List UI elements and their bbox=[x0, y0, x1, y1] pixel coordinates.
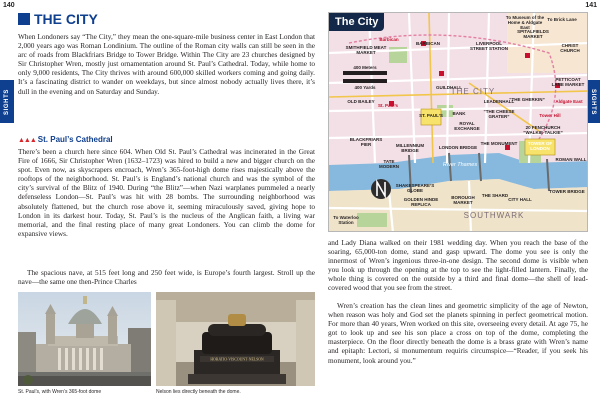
map-label-millennium: MILLENNIUM BRIDGE bbox=[395, 143, 425, 153]
photo-caption-2: Nelson lies directly beneath the dome. bbox=[156, 389, 241, 395]
section-heading-label: St. Paul’s Cathedral bbox=[37, 135, 113, 144]
section-tab-right bbox=[586, 80, 600, 123]
map-label-spitalfields: SPITALFIELDS MARKET bbox=[517, 29, 549, 39]
map-label-meters: 400 Meters bbox=[353, 65, 377, 70]
section-tab-label: SIGHTS bbox=[590, 88, 596, 115]
cathedral-paragraph-1: There’s been a church here since 604. When Old St. Paul’s Cathedral was incinerated in the Great Fire of 1666, Sir Christopher Wren (1632–1723) was hired to build a new and bigger church on the spot. Even now, as skyscrapers encroach, Wren’s 365-foot-high dome rises majestically above the rooftops of the neighborhood. St. Paul’s is England’s national church and was the symbol of the city’s survival of the Blitz of 1940. During “the Blitz”—when Nazi warplanes pummeled a nearly defenseless London—St. Paul’s was hit with 28 bombs. The surrounding neighborhood was absolutely flattened, but the church rose above it, seeming miraculously saved, giving hope to London in its darkest hour. Today, St. Paul’s is the nucleus of the Anglican faith, a living war memorial, and the final resting place of many great Londoners. You can climb the dome for expansive views. bbox=[18, 147, 315, 238]
photo-caption-1: St. Paul’s, with Wren’s 365-foot dome bbox=[18, 389, 102, 395]
map-label-exchange: ROYAL EXCHANGE bbox=[454, 121, 480, 131]
tomb-inscription: HORATIO·VISCOUNT·NELSON bbox=[210, 357, 264, 362]
map-label-smithfield: SMITHFIELD MEAT MARKET bbox=[345, 45, 387, 55]
map-label-cheesegrater: “THE CHEESE GRATER” bbox=[483, 109, 515, 119]
map-title: The City bbox=[329, 13, 384, 31]
page-number-left: 140 bbox=[3, 2, 15, 9]
page-title: THE CITY bbox=[34, 11, 98, 27]
map-label-museum: To Museum of the Home & Aldgate East bbox=[505, 15, 545, 30]
map-label-aldgate: Aldgate East bbox=[555, 99, 583, 104]
map-label-walkie-talkie: 20 FENCHURCH “WALKIE-TALKIE” bbox=[523, 125, 563, 135]
cathedral-paragraph-2: The spacious nave, at 515 feet long and 250 feet wide, is Europe’s fourth largest. Stroll up the nave—the same one then-Prince Charles bbox=[18, 268, 315, 287]
map-label-tate: TATE MODERN bbox=[379, 159, 399, 169]
map-label-globe: SHAKESPEARE’S GLOBE bbox=[395, 183, 435, 193]
city-map bbox=[328, 12, 588, 232]
nelson-tomb-photo bbox=[156, 292, 315, 386]
title-marker-icon bbox=[18, 13, 30, 25]
map-label-london-bridge: LONDON BRIDGE bbox=[438, 145, 478, 150]
map-label-christ-church: CHRIST CHURCH bbox=[560, 43, 580, 53]
intro-paragraph: When Londoners say “The City,” they mean the one-square-mile business center in East London that 2,000 years ago was Roman Londinium. The outline of the Roman city walls can still be seen in the arc of roads from Blackfriars Bridge to Tower Bridge. Within The City are 23 churches designed by Sir Christopher Wren, mostly just ornamentation around St. Paul’s Cathedral. Today, while home to only 9,000 residents, The City thrives with around 600,000 skilled workers coming and going daily. It’s a fascinating district to wander on weekdays, but since almost nobody actually lives there, it’s dull in the evening and on Saturday and Sunday. bbox=[18, 32, 315, 96]
map-label-barbican-station: Barbican bbox=[379, 37, 399, 42]
section-tab-left bbox=[0, 80, 14, 123]
map-label-guildhall: GUILDHALL bbox=[436, 85, 462, 90]
map-label-waterloo: To Waterloo Station bbox=[333, 215, 359, 225]
map-label-southwark: SOUTHWARK bbox=[463, 211, 525, 220]
map-label-tower-bridge: TOWER BRIDGE bbox=[549, 189, 585, 194]
map-label-bank: BANK bbox=[452, 111, 466, 116]
map-label-shard: THE SHARD bbox=[481, 193, 509, 198]
map-label-gherkin: “THE GHERKIN” bbox=[509, 97, 545, 102]
map-label-golden-hinde: GOLDEN HINDE REPLICA bbox=[403, 197, 439, 207]
map-label-blackfriars: BLACKFRIARS PIER bbox=[349, 137, 383, 147]
map-label-brick-lane: To Brick Lane bbox=[547, 17, 577, 22]
map-label-st-pauls-station: St. Paul’s bbox=[377, 103, 399, 108]
map-label-tower-hill: Tower Hill bbox=[539, 113, 561, 118]
map-label-monument: THE MONUMENT bbox=[480, 141, 518, 146]
map-label-barbican: BARBICAN bbox=[416, 41, 440, 46]
rating-triangles-icon: ▲▲▲ bbox=[18, 137, 36, 144]
cathedral-paragraph-3: and Lady Diana walked on their 1981 wedding day. When you reach the base of the soaring, 65,000-ton dome, stand and gasp upward. The dome you see is only the innermost of Wren’s ingenious three-in-one design. The second dome is visible when you look up through the opening at the top to see the light-filled lantern. Finally, the whole thing is covered on the outside by a third and final dome—the shell of lead-covered wood that you see from the street. bbox=[328, 238, 588, 293]
map-label-city-hall: CITY HALL bbox=[508, 197, 532, 202]
map-label-river: River Thames bbox=[442, 162, 478, 168]
section-tab-label: SIGHTS bbox=[4, 88, 10, 115]
map-label-petticoat: PETTICOAT LANE MARKET bbox=[551, 77, 585, 87]
map-label-the-city: THE CITY bbox=[450, 87, 496, 96]
map-label-st-pauls: ST. PAUL’S bbox=[419, 113, 443, 118]
section-heading bbox=[18, 135, 113, 144]
map-label-old-bailey: OLD BAILEY bbox=[347, 99, 375, 104]
st-pauls-photo bbox=[18, 292, 151, 386]
cathedral-paragraph-4: Wren’s creation has the clean lines and geometric simplicity of the age of Newton, when reason was holy and God set the planets spinning in perfect geometrical motion. For more than 40 years, Wren worked on this site, overseeing every detail. At age 75, he got to look up and see his son place a cross on top of the dome, completing the masterpiece. On the floor directly beneath the dome is a brass grate with Wren’s name and epitaph: Lectori, si monumentum requiris circumspice—“Reader, if you seek his monument, look around you.” bbox=[328, 301, 588, 365]
map-label-liverpool: LIVERPOOL STREET STATION bbox=[469, 41, 509, 51]
map-label-borough: BOROUGH MARKET bbox=[451, 195, 475, 205]
map-label-tower: TOWER OF LONDON bbox=[527, 141, 553, 151]
map-label-roman-wall: ROMAN WALL bbox=[555, 157, 587, 162]
page-number-right: 141 bbox=[585, 2, 597, 9]
map-label-leadenhall: LEADENHALL bbox=[483, 99, 515, 104]
map-label-yards: 400 Yards bbox=[354, 85, 376, 90]
